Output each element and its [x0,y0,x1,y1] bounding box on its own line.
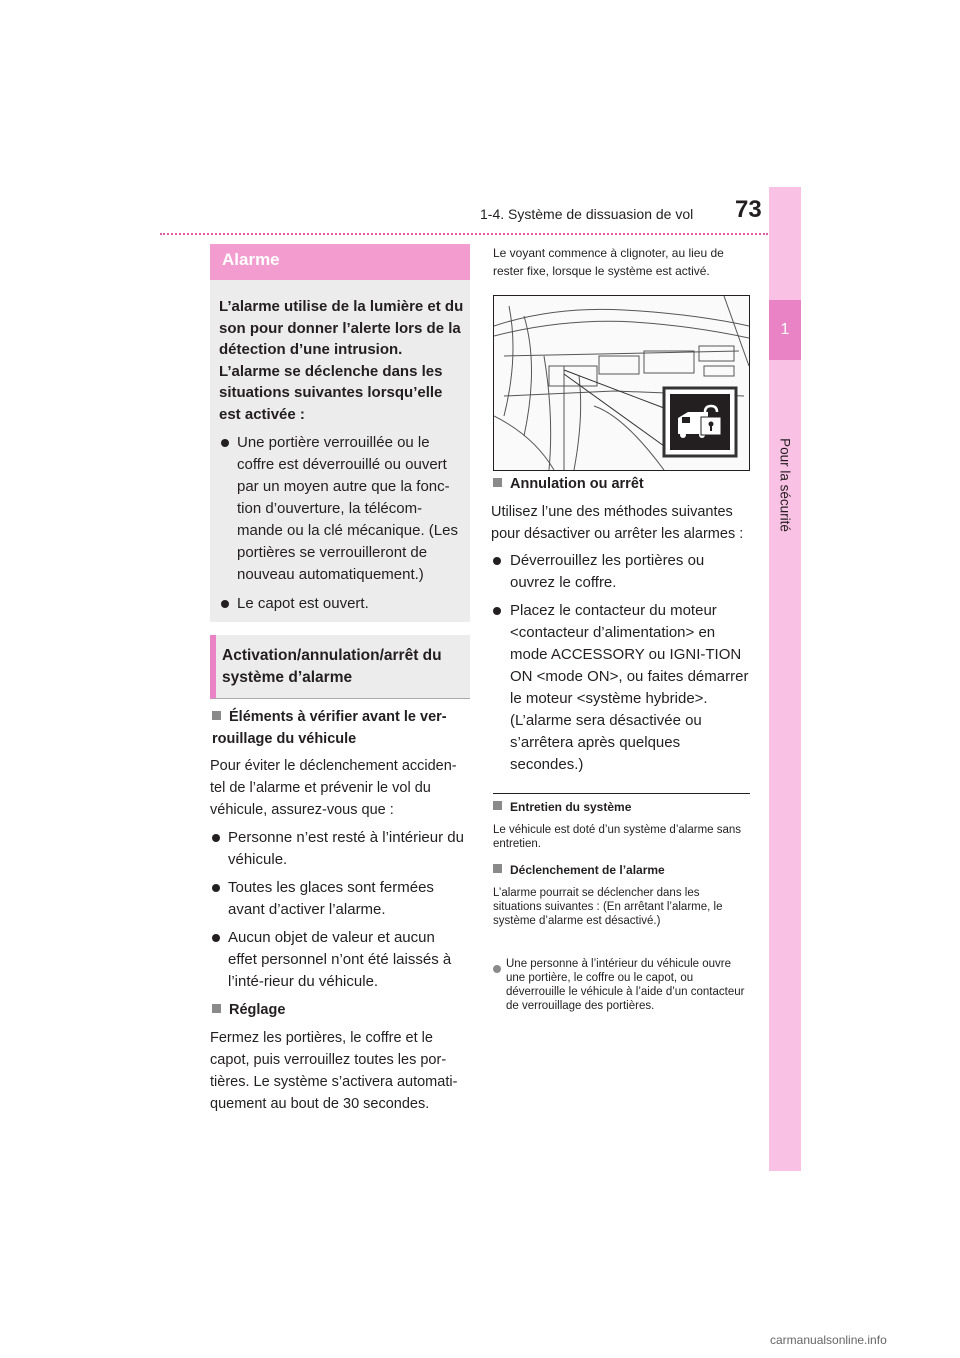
bullet-icon [493,557,501,565]
page-number: 73 [735,196,762,223]
section-title: 1-4. Système de dissuasion de vol [480,206,694,222]
annulation-bullet: Placez le contacteur du moteur <contacteur d’alimentation> en mode ACCESSORY ou IGNI-TION ON <mode ON>, ou faites démarrer le moteur <système hybride>. (L’alarme sera désactivée ou s’arrêtera après quelques secondes.) [510,602,749,773]
square-bullet-icon [212,711,221,720]
dashboard-illustration-svg [494,296,749,470]
header-divider [160,233,768,235]
reglage-paragraph: Fermez les portières, le coffre et le capot, puis verrouillez toutes les por-tières. Le système s’activera automati-quement au bout de 30 secondes. [210,1030,458,1112]
bullet-icon [212,834,220,842]
square-bullet-icon [493,801,502,810]
bullet-icon [493,607,501,615]
declenchement-bullet: Une personne à l’intérieur du véhicule ouvre une portière, le coffre ou le capot, ou déverrouille le véhicule à l’aide d’un contacteur de verrouillage des portières. [506,958,745,1012]
alarme-bullet: Le capot est ouvert. [237,595,369,612]
items-check-paragraph: Pour éviter le déclenchement acciden-tel de l’alarme et prévenir le vol du véhicule, assurez-vous que : [210,758,457,818]
alarme-box-title: Alarme [222,250,280,269]
reglage-heading: Réglage [212,999,467,1021]
items-check-bullet: Aucun objet de valeur et aucun effet personnel n’ont été laissés à l’inté-rieur du véhicule. [228,929,452,990]
alarme-intro: L’alarme utilise de la lumière et du son pour donner l’alerte lors de la détection d’une intrusion. L’alarme se déclenche dans les situations suivantes lorsqu’elle est activée : [219,298,464,423]
chapter-title-vertical [771,430,799,540]
items-check-bullet: Personne n’est resté à l’intérieur du véhicule. [228,829,464,868]
declenchement-heading: Déclenchement de l’alarme [493,862,753,878]
annulation-paragraph: Utilisez l’une des méthodes suivantes pour désactiver ou arrêter les alarmes : [491,504,744,542]
bullet-icon [212,884,220,892]
bullet-icon [212,934,220,942]
small-bullet-icon [493,960,505,978]
bullet-icon [221,439,229,447]
indicator-note: Le voyant commence à clignoter, au lieu de rester fixe, lorsque le système est activé. [493,246,724,278]
items-check-heading: Éléments à vérifier avant le ver-rouillage du véhicule [212,709,447,747]
square-bullet-icon [212,1004,221,1013]
square-bullet-icon [493,478,502,487]
dashboard-illustration [493,295,750,471]
items-check-bullet: Toutes les glaces sont fermées avant d’activer l’alarme. [228,879,434,918]
watermark: carmanualsonline.info [770,1333,887,1347]
annulation-bullet: Déverrouillez les portières ou ouvrez le coffre. [510,552,705,591]
square-bullet-icon [493,864,502,873]
declenchement-text: L’alarme pourrait se déclencher dans les situations suivantes : (En arrêtant l’alarme, le système d’alarme est désactivé.) [493,887,723,927]
bullet-icon [221,600,229,608]
activation-box-title: Activation/annulation/arrêt du système d’alarme [222,647,442,686]
annulation-heading: Annulation ou arrêt [493,473,753,495]
chapter-number: 1 [769,300,801,360]
chapter-title: Pour la sécurité [777,438,793,532]
entretien-heading: Entretien du système [493,799,753,815]
entretien-text: Le véhicule est doté d’un système d’alarme sans entretien. [493,824,742,850]
notes-divider [493,793,750,794]
alarme-bullet: Une portière verrouillée ou le coffre est déverrouillé ou ouvert par un moyen autre que la fonc-tion d’ouverture, la télécom-mande ou la clé mécanique. (Les portières se verrouilleront de nouveau automatiquement.) [237,434,458,583]
